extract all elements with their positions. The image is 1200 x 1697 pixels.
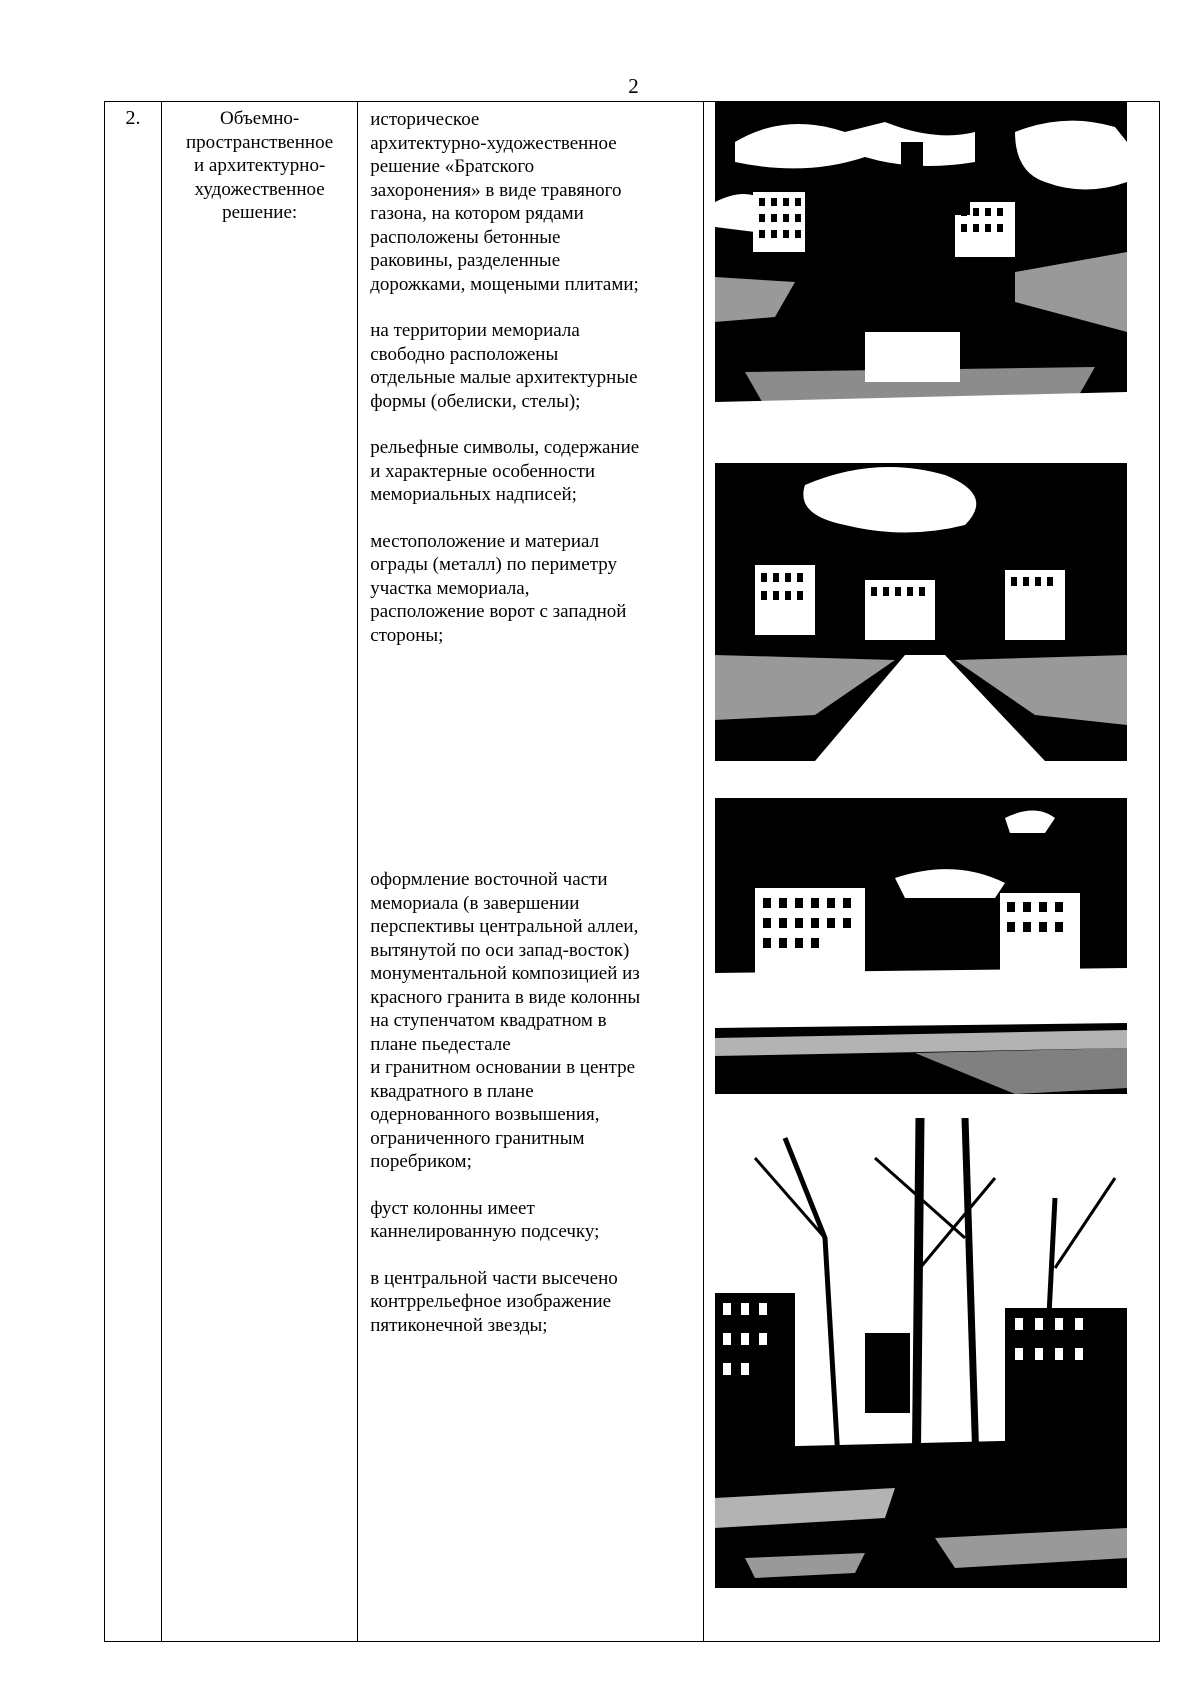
description-line: отдельные малые архитектурные — [370, 367, 638, 388]
description-line: архитектурно-художественное — [370, 132, 617, 154]
row-name — [162, 102, 358, 1642]
description-line: квадратного в плане — [370, 1080, 534, 1102]
description-line: поребриком; — [370, 1151, 472, 1172]
description-line: мемориала (в завершении — [370, 892, 580, 914]
description-line: плане пьедестале — [370, 1033, 511, 1055]
description-upper — [370, 108, 694, 647]
description-line: и гранитном основании в центре — [370, 1057, 636, 1078]
description-line: и характерные особенности — [370, 460, 596, 482]
description-line: расположение ворот с западной — [370, 601, 627, 622]
description-line: на ступенчатом квадратном в — [370, 1010, 607, 1031]
description-line: в центральной части высечено — [370, 1267, 618, 1289]
table-row — [105, 102, 1160, 1642]
description-line: одернованного возвышения, — [370, 1104, 600, 1125]
name-line: и архитектурно- — [193, 155, 326, 176]
photo-column — [703, 102, 1159, 1642]
memorial-east-lawn-photo — [715, 798, 1127, 1094]
description-line: решение «Братского — [370, 156, 535, 177]
description-line: пятиконечной звезды; — [370, 1314, 548, 1336]
description-line: рельефные символы, содержание — [370, 437, 640, 458]
memorial-alley-photo — [715, 455, 1127, 761]
description-line: участка мемориала, — [370, 577, 530, 599]
description-line: формы (обелиски, стелы); — [370, 390, 581, 412]
description-paragraph — [370, 319, 694, 413]
description-line: фуст колонны имеет — [370, 1197, 535, 1219]
description-table — [104, 101, 1160, 1642]
description-line: ограниченного гранитным — [370, 1127, 585, 1149]
description-line: мемориальных надписей; — [370, 484, 577, 505]
description-line: стороны; — [370, 624, 444, 646]
description-line: монументальной композицией из — [370, 963, 640, 984]
row-number: 2. — [105, 102, 162, 1642]
description-paragraph — [370, 868, 694, 1174]
description-line: контррельефное изображение — [370, 1291, 612, 1312]
description-line: газона, на котором рядами — [370, 203, 584, 224]
description-line: вытянутой по оси запад-восток) — [370, 939, 630, 961]
description-lower — [370, 868, 694, 1360]
description-line: историческое — [370, 109, 480, 130]
description-paragraph — [370, 1267, 694, 1338]
description-line: красного гранита в виде колонны — [370, 986, 641, 1008]
name-line: художественное — [194, 178, 325, 200]
description-line: раковины, разделенные — [370, 250, 561, 271]
name-line: решение: — [222, 202, 298, 223]
description-paragraph — [370, 436, 694, 507]
description-paragraph — [370, 530, 694, 648]
description-line: местоположение и материал — [370, 530, 600, 552]
name-line: Объемно- — [220, 108, 300, 129]
description-line: свободно расположены — [370, 343, 559, 365]
name-line: пространственное — [186, 131, 334, 153]
description-line: оформление восточной части — [370, 869, 608, 890]
description-line: дорожками, мощеными плитами; — [370, 273, 639, 295]
description-line: на территории мемориала — [370, 320, 580, 341]
memorial-grave-cross-photo — [715, 102, 1127, 428]
description-paragraph — [370, 108, 694, 296]
description-line: каннелированную подсечку; — [370, 1221, 600, 1242]
description-line: расположены бетонные — [370, 226, 561, 248]
memorial-trees-column-photo — [715, 1118, 1127, 1588]
row-description — [358, 102, 703, 1642]
page-number: 2 — [628, 74, 639, 98]
description-line: перспективы центральной аллеи, — [370, 916, 639, 937]
description-line: ограды (металл) по периметру — [370, 554, 618, 575]
description-paragraph — [370, 1197, 694, 1244]
description-line: захоронения» в виде травяного — [370, 179, 622, 201]
